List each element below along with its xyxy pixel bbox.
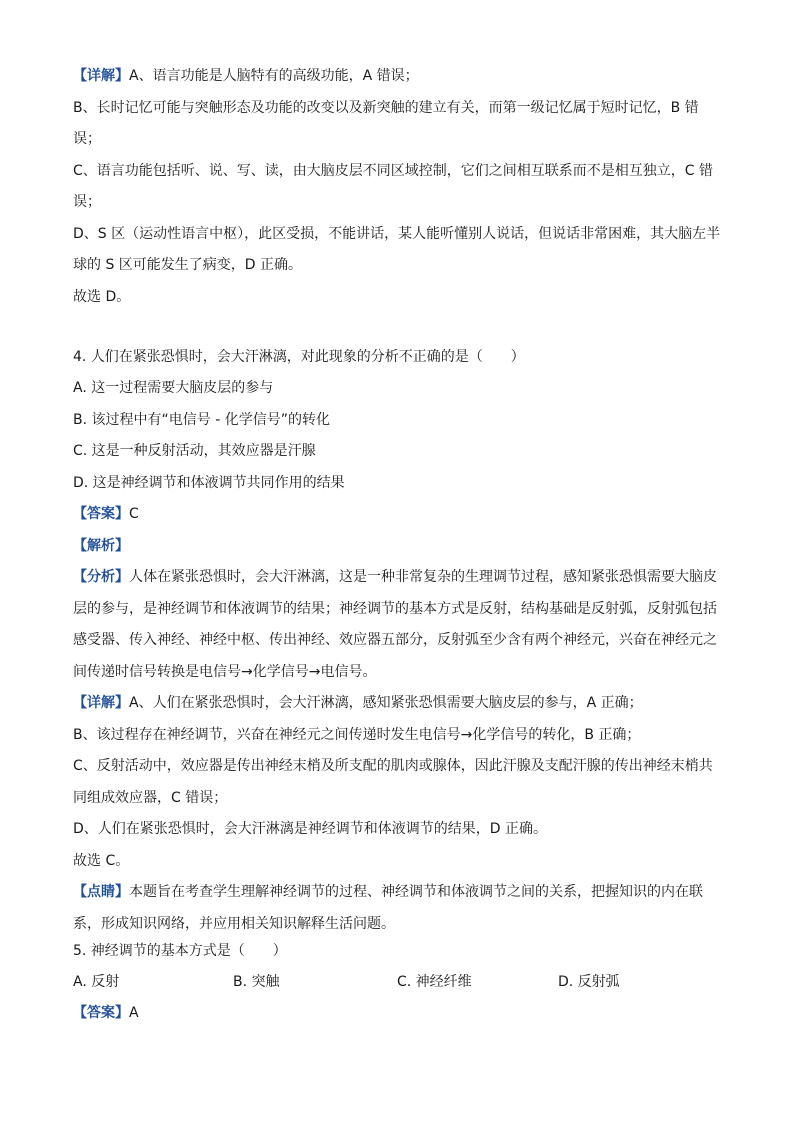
q3-detail-line-c2: 误；: [73, 194, 101, 210]
q5-stem: 5. 神经调节的基本方式是（ ）: [73, 943, 287, 959]
q3-detail-line-c1: C、语言功能包括听、说、写、读，由大脑皮层不同区域控制，它们之间相互联系而不是相互独立，C 错: [73, 163, 713, 179]
answer-tag: 【答案】: [73, 506, 129, 522]
analysis-label: 【分析】: [73, 569, 129, 585]
answer-tag: 【答案】: [73, 1005, 129, 1021]
q4-detail-line-c1: C、反射活动中，效应器是传出神经末梢及所支配的肌肉或腺体，因此汗腺及支配汗腺的传出神经末梢共: [73, 758, 713, 774]
q5-answer: [73, 1003, 734, 1023]
answer-value: C: [129, 506, 139, 522]
answer-value: A: [129, 1005, 139, 1021]
q4-comment-line-1: 【点睛】本题旨在考查学生理解神经调节的过程、神经调节和体液调节之间的关系，把握知识的内在联: [73, 884, 703, 900]
q4-detail-line-d: D、人们在紧张恐惧时，会大汗淋漓是神经调节和体液调节的结果，D 正确。: [73, 821, 548, 837]
q4-analysis-heading: [73, 536, 734, 556]
q4-comment-line-2: 系，形成知识网络，并应用相关知识解释生活问题。: [73, 916, 395, 932]
q4-analysis-line-1: 【分析】人体在紧张恐惧时，会大汗淋漓，这是一种非常复杂的生理调节过程，感知紧张恐惧需要大脑皮: [73, 569, 717, 585]
q4-stem: 4. 人们在紧张恐惧时，会大汗淋漓，对此现象的分析不正确的是（ ）: [73, 349, 525, 365]
q4-answer: [73, 504, 734, 524]
q5-options: [73, 972, 713, 992]
q3-detail-line-b2: 误；: [73, 131, 101, 147]
q4-option-a: A. 这一过程需要大脑皮层的参与: [73, 380, 274, 396]
q4-analysis-line-2: 层的参与，是神经调节和体液调节的结果；神经调节的基本方式是反射，结构基础是反射弧，反射弧包括: [73, 601, 717, 617]
q5-option-a: A. 反射: [73, 974, 120, 990]
q4-analysis-line-4: 间传递时信号转换是电信号→化学信号→电信号。: [73, 664, 377, 680]
q4-conclusion: 故选 C。: [73, 853, 130, 869]
q4-analysis-line-3: 感受器、传入神经、神经中枢、传出神经、效应器五部分，反射弧至少含有两个神经元，兴奋在神经元之: [73, 632, 717, 648]
q5-option-b: B. 突触: [233, 974, 280, 990]
q3-conclusion: 故选 D。: [73, 289, 131, 305]
q5-option-d: D. 反射弧: [558, 974, 620, 990]
q4-detail-line-c2: 同组成效应器，C 错误；: [73, 790, 228, 806]
q4-detail-line-b: B、该过程存在神经调节，兴奋在神经元之间传递时发生电信号→化学信号的转化，B 正确；: [73, 727, 641, 743]
q3-detail-line-d2: 球的 S 区可能发生了病变，D 正确。: [73, 257, 303, 273]
q4-option-d: D. 这是神经调节和体液调节共同作用的结果: [73, 475, 345, 491]
q3-detail-line-d1: D、S 区（运动性语言中枢），此区受损，不能讲话，某人能听懂别人说话，但说话非常困难，其大脑左半: [73, 226, 721, 242]
detail-tag: 【详解】: [73, 695, 129, 711]
detail-tag: 【详解】: [73, 68, 129, 84]
q5-option-c: C. 神经纤维: [397, 974, 472, 990]
comment-tag: 【点睛】: [73, 884, 129, 900]
q4-detail-line-a: 【详解】A、人们在紧张恐惧时，会大汗淋漓，感知紧张恐惧需要大脑皮层的参与，A 正确；: [73, 695, 643, 711]
q4-option-c: C. 这是一种反射活动，其效应器是汗腺: [73, 443, 316, 459]
q3-detail-line-a: 【详解】A、语言功能是人脑特有的高级功能，A 错误；: [73, 68, 419, 84]
q3-detail-line-b1: B、长时记忆可能与突触形态及功能的改变以及新突触的建立有关，而第一级记忆属于短时记忆，B 错: [73, 100, 699, 116]
q4-option-b: B. 该过程中有“电信号 - 化学信号”的转化: [73, 412, 330, 428]
analysis-tag: 【解析】: [73, 538, 129, 554]
